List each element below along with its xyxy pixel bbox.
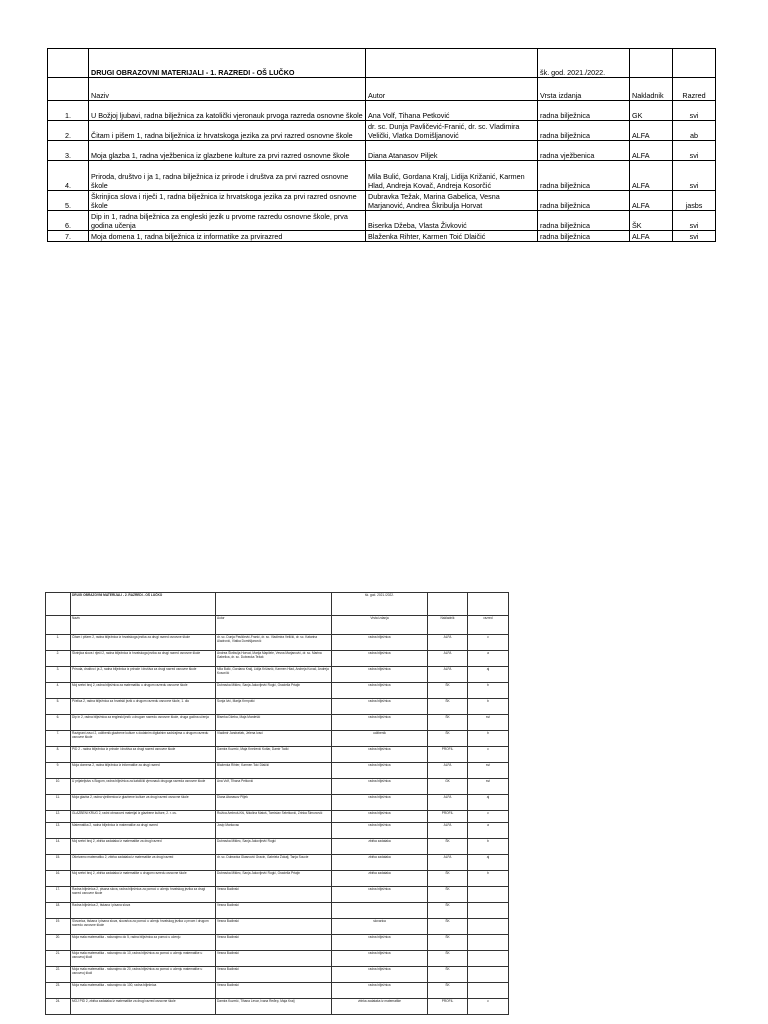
row-nakladnik: PROFIL bbox=[428, 999, 468, 1015]
table-row bbox=[46, 779, 509, 795]
row-vrsta: radna bilježnica bbox=[332, 779, 428, 795]
row-naziv: Moja mala matematika - računajmo do 5, radna bilježnica za pomoć u učenju bbox=[71, 935, 216, 951]
row-nakladnik: ALFA bbox=[428, 823, 468, 839]
table-row bbox=[46, 699, 509, 715]
table-row bbox=[48, 211, 716, 231]
table-row bbox=[46, 823, 509, 839]
row-autor: dr. sc. Dunja Pavličević-Franić, dr. sc. Vladimira Velički, Vlatka Domišljanović bbox=[366, 121, 538, 141]
row-nakladnik: ŠK bbox=[428, 871, 468, 887]
row-razred: aj bbox=[468, 667, 509, 683]
row-nakladnik: ŠK bbox=[428, 903, 468, 919]
row-number: 7. bbox=[48, 231, 89, 242]
table-row bbox=[46, 683, 509, 699]
row-autor: Dubravka Težak, Marina Gabelica, Vesna Marjanović, Andrea Škribulja Horvat bbox=[366, 191, 538, 211]
row-nakladnik: GK bbox=[428, 779, 468, 795]
row-naziv: Pčelica 2, radna bilježnica za hrvatski jezik u drugom razredu osnovne škole, 1. dio bbox=[71, 699, 216, 715]
row-number: 23. bbox=[46, 983, 71, 999]
row-razred: aj bbox=[468, 855, 509, 871]
row-naziv: Moja glazba 1, radna vježbenica iz glazbene kulture za prvi razred osnovne škole bbox=[89, 141, 366, 161]
row-razred bbox=[468, 919, 509, 935]
row-vrsta bbox=[332, 903, 428, 919]
header-razred: Razred bbox=[673, 78, 716, 101]
row-number: 3. bbox=[48, 141, 89, 161]
row-vrsta: radna bilježnica bbox=[538, 211, 630, 231]
row-autor: Ana Volf, Tihana Petković bbox=[366, 101, 538, 121]
row-naziv: PID 2 - radna bilježnica iz prirode i društva za drugi razred osnovne škole bbox=[71, 747, 216, 763]
row-vrsta: radna bilježnica bbox=[538, 161, 630, 191]
row-nakladnik: PROFIL bbox=[428, 811, 468, 823]
row-number: 21. bbox=[46, 951, 71, 967]
row-vrsta: zbirka zadataka bbox=[332, 839, 428, 855]
row-razred: c bbox=[468, 635, 509, 651]
table-row bbox=[46, 887, 509, 903]
row-vrsta: radna bilježnica bbox=[332, 747, 428, 763]
row-vrsta: radna bilježnica bbox=[332, 651, 428, 667]
row-vrsta: radna bilježnica bbox=[332, 635, 428, 651]
row-nakladnik: ŠK bbox=[428, 951, 468, 967]
row-vrsta: zbirka zadataka bbox=[332, 855, 428, 871]
row-nakladnik: ŠK bbox=[428, 715, 468, 731]
row-number: 6. bbox=[46, 715, 71, 731]
row-vrsta: slovarica bbox=[332, 919, 428, 935]
row-vrsta: radna bilježnica bbox=[332, 951, 428, 967]
table-row bbox=[46, 935, 509, 951]
table-row bbox=[46, 763, 509, 779]
table-title-row bbox=[46, 593, 509, 616]
row-nakladnik: ŠK bbox=[428, 731, 468, 747]
row-naziv: Moja domena 1, radna bilježnica iz informatike za prvirazred bbox=[89, 231, 366, 242]
row-nakladnik: ALFA bbox=[630, 231, 673, 242]
row-autor: Vesna Budinski bbox=[216, 951, 332, 967]
row-nakladnik: ALFA bbox=[428, 651, 468, 667]
row-autor: Mila Bulić, Gordana Kralj, Lidija Križanić, Karmen Hlad, Andreja Kovač, Andreja Kosorčić bbox=[366, 161, 538, 191]
row-nakladnik: PROFIL bbox=[428, 747, 468, 763]
row-razred: svi bbox=[468, 715, 509, 731]
row-vrsta: radna bilježnica bbox=[332, 967, 428, 983]
row-razred bbox=[468, 983, 509, 999]
row-number: 2. bbox=[46, 651, 71, 667]
row-vrsta: radna bilježnica bbox=[332, 823, 428, 839]
row-naziv: Dip in 2, radna bilježnica za engleski jezik u drugom razredu osnovne škole, druga godina učenja bbox=[71, 715, 216, 731]
row-naziv: Radna bilježnica 2, pisana slova, radna bilježnica za pomoć u učenju hrvatskog jezika za drugi razred osnovne škole bbox=[71, 887, 216, 903]
row-autor: Vesna Budinski bbox=[216, 887, 332, 903]
row-razred: jasbs bbox=[673, 191, 716, 211]
table-row bbox=[48, 161, 716, 191]
row-autor: Damira Kuzmić, Maja Knežević Kotlar, Damir Todić bbox=[216, 747, 332, 763]
table-row bbox=[46, 855, 509, 871]
row-nakladnik: ALFA bbox=[630, 161, 673, 191]
row-razred: svi bbox=[673, 161, 716, 191]
row-number: 17. bbox=[46, 887, 71, 903]
table-row bbox=[46, 903, 509, 919]
row-vrsta: radna bilježnica bbox=[332, 811, 428, 823]
table-row bbox=[46, 919, 509, 935]
table-row bbox=[46, 967, 509, 983]
row-number: 5. bbox=[46, 699, 71, 715]
row-vrsta: radna bilježnica bbox=[332, 667, 428, 683]
title-empty-cell bbox=[630, 49, 673, 78]
row-number: 1. bbox=[46, 635, 71, 651]
header-vrsta: Vrsta izdanja bbox=[332, 616, 428, 635]
row-naziv: Čitam i pišem 2, radna bilježnica iz hrvatskoga jezika za drugi razred osnovne škole bbox=[71, 635, 216, 651]
row-autor: Biserka Džeba, Maja Mardešić bbox=[216, 715, 332, 731]
header-autor: Autor bbox=[216, 616, 332, 635]
row-number: 15. bbox=[46, 855, 71, 871]
row-autor: Mila Bulić, Gordana Kralj, Lidija Križanić, Karmen Hlad, Andreja Kovač, Andreja Kosorčić bbox=[216, 667, 332, 683]
row-vrsta: udžbenik bbox=[332, 731, 428, 747]
title-empty-cell bbox=[216, 593, 332, 616]
row-naziv: Moj sretni broj 2, radna bilježnica za matematiku u drugom razredu osnovne škole bbox=[71, 683, 216, 699]
row-autor: Ružica Ambruš-Kiš, Nikolina Matoš, Tomislav Seletković, Zrinka Šimunović bbox=[216, 811, 332, 823]
row-autor: Vladimir Jandrašek, Jelena Ivaci bbox=[216, 731, 332, 747]
header-autor: Autor bbox=[366, 78, 538, 101]
row-razred bbox=[468, 967, 509, 983]
row-vrsta: radna bilježnica bbox=[332, 715, 428, 731]
row-razred: aj bbox=[468, 795, 509, 811]
row-autor: Josip Markovac bbox=[216, 823, 332, 839]
row-razred: b bbox=[468, 683, 509, 699]
row-razred: svi bbox=[673, 211, 716, 231]
row-razred bbox=[468, 887, 509, 903]
header-naziv: Naziv bbox=[89, 78, 366, 101]
title-num-cell bbox=[48, 49, 89, 78]
row-razred: svi bbox=[468, 763, 509, 779]
row-naziv: Moj sretni broj 2, zbirka zadataka iz matematike u drugom razredu osnovne škole bbox=[71, 871, 216, 887]
row-autor: dr. sc. Dunja Pavličević-Franić, dr. sc. Vladimira Velički, dr. sc. Katarina Aladrović, Vlatka Domišljanović bbox=[216, 635, 332, 651]
row-nakladnik: ALFA bbox=[630, 141, 673, 161]
header-num bbox=[48, 78, 89, 101]
row-number: 5. bbox=[48, 191, 89, 211]
row-naziv: Škrinjica slova i riječi 2, radna bilježnica iz hrvatskoga jezika za drugi razred osnovne škole bbox=[71, 651, 216, 667]
table-row bbox=[46, 871, 509, 887]
row-vrsta: radna vježbenica bbox=[538, 141, 630, 161]
table-row bbox=[48, 141, 716, 161]
row-nakladnik: ALFA bbox=[428, 763, 468, 779]
row-vrsta: zbirka zadataka bbox=[332, 871, 428, 887]
table-row bbox=[46, 715, 509, 731]
table-row bbox=[46, 651, 509, 667]
row-autor: Damira Kuzmić, Tihana Levar, Ivana Ređep, Maja Kralj bbox=[216, 999, 332, 1015]
row-naziv: Moj sretni broj 2, zbirka zadataka iz matematike za drugi razred bbox=[71, 839, 216, 855]
row-naziv: Moja domena 2, radna bilježnica iz informatike za drugi razred bbox=[71, 763, 216, 779]
row-nakladnik: ALFA bbox=[428, 635, 468, 651]
row-razred: svi bbox=[468, 779, 509, 795]
row-autor: Biserka Džeba, Vlasta Živković bbox=[366, 211, 538, 231]
school-year: šk. god. 2021./2022. bbox=[538, 49, 630, 78]
row-autor: Diana Atanasov Piljek bbox=[216, 795, 332, 811]
table-title: DRUGI OBRAZOVNI MATERIJALI - 1. RAZREDI - OŠ LUČKO bbox=[89, 49, 366, 78]
row-razred: b bbox=[468, 731, 509, 747]
row-vrsta: radna bilježnica bbox=[332, 699, 428, 715]
row-autor: Andrea Škribulja Horvat, Marija Mapilele, Vesna Marjanović, dr. sc. Marina Gabelica, dr. sc. Dubravka Težak bbox=[216, 651, 332, 667]
row-nakladnik: ŠK bbox=[428, 967, 468, 983]
row-autor: Vesna Budinski bbox=[216, 935, 332, 951]
row-autor: Vesna Budinski bbox=[216, 919, 332, 935]
row-number: 14. bbox=[46, 839, 71, 855]
row-razred: b bbox=[468, 871, 509, 887]
row-nakladnik: ŠK bbox=[428, 887, 468, 903]
row-naziv: Moja mala matematika - računajmo do 10, radna bilježnica za pomoć u učenju matematike u osnovnoj školi bbox=[71, 951, 216, 967]
row-naziv: Moja mala matematika - računajmo do 100, radna bilježnica bbox=[71, 983, 216, 999]
row-number: 4. bbox=[48, 161, 89, 191]
row-number: 16. bbox=[46, 871, 71, 887]
row-autor: Blaženka Rihter, Karmen Toić Dlaičić bbox=[366, 231, 538, 242]
table-row bbox=[46, 667, 509, 683]
row-nakladnik: ŠK bbox=[630, 211, 673, 231]
row-number: 6. bbox=[48, 211, 89, 231]
table-row bbox=[46, 747, 509, 763]
row-vrsta: radna bilježnica bbox=[538, 101, 630, 121]
row-number: 10. bbox=[46, 779, 71, 795]
row-razred: svi bbox=[673, 231, 716, 242]
table-header-row bbox=[48, 78, 716, 101]
row-number: 13. bbox=[46, 823, 71, 839]
row-nakladnik: ALFA bbox=[630, 121, 673, 141]
header-razred: razred bbox=[468, 616, 509, 635]
table-row bbox=[48, 231, 716, 242]
row-vrsta: radna bilježnica bbox=[538, 191, 630, 211]
row-razred: c bbox=[468, 747, 509, 763]
row-number: 2. bbox=[48, 121, 89, 141]
row-vrsta: radna bilježnica bbox=[332, 935, 428, 951]
row-naziv: Škrinjica slova i riječi 1, radna bilježnica iz hrvatskoga jezika za prvi razred osnovne škole bbox=[89, 191, 366, 211]
row-naziv: Matematika 2, radna bilježnica iz matematike za drugi razred bbox=[71, 823, 216, 839]
row-naziv: Slovarica, tiskana i pisana slova, slovarica za pomoć u učenju hrvatskog jezika u prvom i drugom razredu osnovne škole bbox=[71, 919, 216, 935]
row-autor: Dubravka Miklec, Sanja Jakovljević Rogić, Graciella Prtajin bbox=[216, 683, 332, 699]
row-naziv: Priroda, društvo i ja 2, radna bilježnica iz prirode i društva za drugi razred osnovne škole bbox=[71, 667, 216, 683]
row-razred bbox=[468, 951, 509, 967]
row-vrsta: radna bilježnica bbox=[538, 121, 630, 141]
row-number: 3. bbox=[46, 667, 71, 683]
row-naziv: MOJ PID 2, zbirka zadataka iz matematike za drugi razred osnovne škole bbox=[71, 999, 216, 1015]
row-razred: svi bbox=[673, 141, 716, 161]
row-number: 11. bbox=[46, 795, 71, 811]
table-row bbox=[46, 983, 509, 999]
row-vrsta: radna bilježnica bbox=[332, 763, 428, 779]
header-nakladnik: Nakladnik bbox=[630, 78, 673, 101]
row-autor: Vesna Budinski bbox=[216, 983, 332, 999]
row-number: 4. bbox=[46, 683, 71, 699]
row-nakladnik: ŠK bbox=[428, 839, 468, 855]
table-row bbox=[48, 121, 716, 141]
table-row bbox=[46, 795, 509, 811]
header-naziv: Naziv bbox=[71, 616, 216, 635]
row-naziv: U prijateljstvu s Bogom, radna bilježnica za katolički vjeronauk drugoga razreda osnovne škole bbox=[71, 779, 216, 795]
title-empty-cell bbox=[673, 49, 716, 78]
row-nakladnik: ALFA bbox=[428, 855, 468, 871]
table-row bbox=[46, 951, 509, 967]
row-vrsta: radna bilježnica bbox=[538, 231, 630, 242]
row-razred: c bbox=[468, 999, 509, 1015]
row-number: 19. bbox=[46, 919, 71, 935]
row-vrsta: radna bilježnica bbox=[332, 887, 428, 903]
row-naziv: Priroda, društvo i ja 1, radna bilježnica iz prirode i društva za prvi razred osnovne škole bbox=[89, 161, 366, 191]
title-empty-cell bbox=[428, 593, 468, 616]
row-razred: b bbox=[468, 699, 509, 715]
table-row bbox=[48, 101, 716, 121]
row-naziv: Razigrani zvuci 2, udžbenik glazbene kulture s dodatnim digitalnim sadržajima u drugom razredu osnovne škole bbox=[71, 731, 216, 747]
row-razred: ab bbox=[673, 121, 716, 141]
row-number: 7. bbox=[46, 731, 71, 747]
row-razred bbox=[468, 935, 509, 951]
row-nakladnik: ŠK bbox=[428, 919, 468, 935]
row-autor: Ana Volf, Tihana Petković bbox=[216, 779, 332, 795]
row-autor: Vesna Budinski bbox=[216, 967, 332, 983]
row-naziv: Moja glazba 2, radna vježbenica iz glazbene kulture za drugi razred osnovne škole bbox=[71, 795, 216, 811]
table-row bbox=[46, 839, 509, 855]
row-nakladnik: ALFA bbox=[428, 795, 468, 811]
row-number: 1. bbox=[48, 101, 89, 121]
header-num bbox=[46, 616, 71, 635]
header-nakladnik: Nakladnik bbox=[428, 616, 468, 635]
row-nakladnik: ŠK bbox=[428, 935, 468, 951]
row-naziv: Moja mala matematika - računajmo do 20, radna bilježnica za pomoć u učenju matematike u osnovnoj školi bbox=[71, 967, 216, 983]
row-number: 20. bbox=[46, 935, 71, 951]
row-vrsta: radna bilježnica bbox=[332, 795, 428, 811]
row-nakladnik: ALFA bbox=[428, 667, 468, 683]
row-number: 18. bbox=[46, 903, 71, 919]
row-nakladnik: ŠK bbox=[428, 983, 468, 999]
row-naziv: U Božjoj ljubavi, radna bilježnica za katolički vjeronauk prvoga razreda osnovne škole bbox=[89, 101, 366, 121]
row-number: 12. bbox=[46, 811, 71, 823]
row-razred: svi bbox=[673, 101, 716, 121]
table-row bbox=[46, 731, 509, 747]
row-razred: b bbox=[468, 839, 509, 855]
row-naziv: Čitam i pišem 1, radna bilježnica iz hrvatskoga jezika za prvi razred osnovne škole bbox=[89, 121, 366, 141]
row-autor: Blaženka Rihter, Karmen Toić Dlaičić bbox=[216, 763, 332, 779]
row-razred: c bbox=[468, 811, 509, 823]
row-autor: Dubravka Miklec, Sanja Jakovljević Rogić, Graciella Prtajin bbox=[216, 871, 332, 887]
table-row bbox=[48, 191, 716, 211]
table-header-row bbox=[46, 616, 509, 635]
row-vrsta: zbirka zadataka iz matematike bbox=[332, 999, 428, 1015]
row-number: 9. bbox=[46, 763, 71, 779]
row-nakladnik: ALFA bbox=[630, 191, 673, 211]
row-nakladnik: ŠK bbox=[428, 683, 468, 699]
row-autor: Dubravka Miklec, Sanja Jakovljević Rogić bbox=[216, 839, 332, 855]
row-nakladnik: GK bbox=[630, 101, 673, 121]
table-row bbox=[46, 811, 509, 823]
row-naziv: Dip in 1, radna bilježnica za engleski jezik u prvome razredu osnovne škole, prva godina učenja bbox=[89, 211, 366, 231]
title-num-cell bbox=[46, 593, 71, 616]
table-row bbox=[46, 999, 509, 1015]
row-autor: Sonja Ivić, Marija Krmpotić bbox=[216, 699, 332, 715]
row-naziv: Otkrivamo matematiku 2, zbirka zadataka iz matematike za drugi razred bbox=[71, 855, 216, 871]
table-title: DRUGI OBRAZOVNI MATERIJALI - 2. RAZREDI - OŠ LUČKO bbox=[71, 593, 216, 616]
row-vrsta: radna bilježnica bbox=[332, 983, 428, 999]
row-autor: Vesna Budinski bbox=[216, 903, 332, 919]
row-autor: dr. sc. Dubravka Glasnović Gracin, Gabriela Žokalj, Tanja Soucie bbox=[216, 855, 332, 871]
row-razred: a bbox=[468, 651, 509, 667]
first-grade-materials-table bbox=[47, 48, 716, 242]
title-empty-cell bbox=[366, 49, 538, 78]
row-naziv: Radna bilježnica 2, tiskana i pisana slova bbox=[71, 903, 216, 919]
second-grade-materials-table bbox=[45, 592, 509, 1015]
row-nakladnik: ŠK bbox=[428, 699, 468, 715]
row-naziv: GLAZBENI KRUG 2, radni obrazovni materijal iz glazbene kulture, 2. r. os. bbox=[71, 811, 216, 823]
school-year: šk. god. 2021./2022. bbox=[332, 593, 428, 616]
title-empty-cell bbox=[468, 593, 509, 616]
table-row bbox=[46, 635, 509, 651]
table-title-row bbox=[48, 49, 716, 78]
row-razred: a bbox=[468, 823, 509, 839]
row-number: 22. bbox=[46, 967, 71, 983]
row-razred bbox=[468, 903, 509, 919]
row-autor: Diana Atanasov Piljek bbox=[366, 141, 538, 161]
row-number: 8. bbox=[46, 747, 71, 763]
header-vrsta: Vrsta izdanja bbox=[538, 78, 630, 101]
row-vrsta: radna bilježnica bbox=[332, 683, 428, 699]
row-number: 24. bbox=[46, 999, 71, 1015]
